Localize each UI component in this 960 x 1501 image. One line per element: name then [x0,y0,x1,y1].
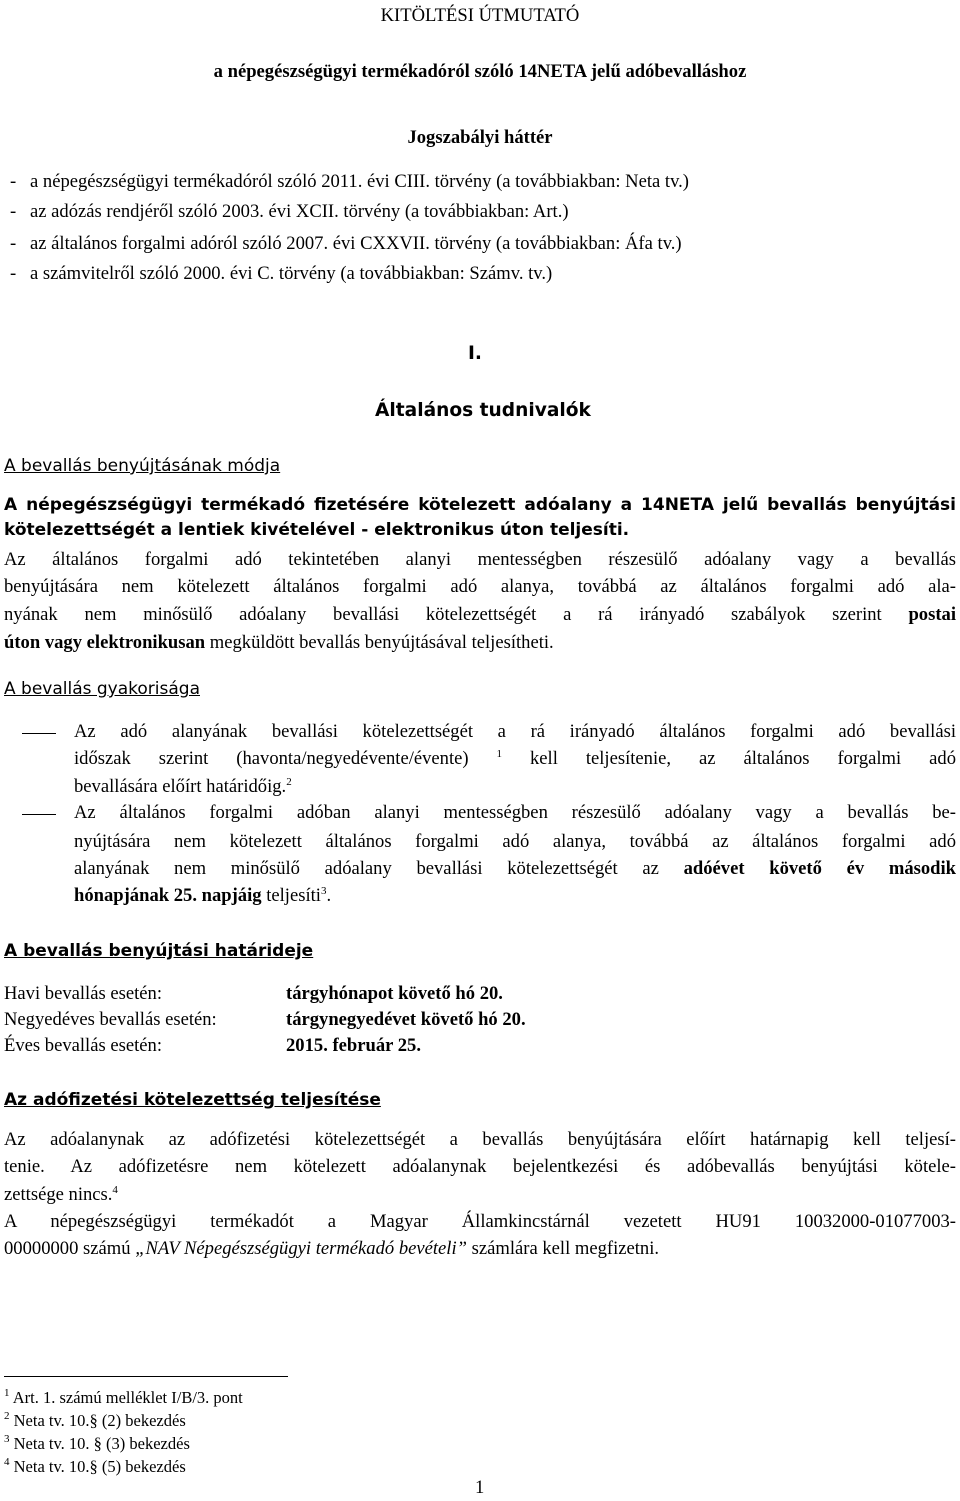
payment-line: A népegészségügyi termékadót a Magyar Államkincstárnál vezetett HU91 10032000-01077003- [4,1211,956,1232]
payment-line: 00000000 számú „NAV Népegészségügyi termékadó bevételi” számlára kell megfizetni. [4,1238,660,1259]
submission-method-paragraph-line: Az általános forgalmi adó tekintetében alanyi mentességben részesülő adóalany vagy a bevallás [4,549,956,570]
footnote: $^2$ Neta tv. 10.§ (2) bekezdés [4,1410,186,1430]
legal-item: - az adózás rendjéről szóló 2003. évi XCII. törvény (a továbbiakban: Art.) [10,201,569,222]
payment-line: zettsége nincs.$^4$ [4,1184,118,1205]
footnote-ref: 4 [112,1184,118,1196]
frequency-item-line: Az adó alanyának bevallási kötelezettségét a rá irányadó általános forgalmi adó bevallási [74,721,956,742]
payment-line: Az adóalanynak az adófizetési kötelezettségét a bevallás benyújtására előírt határnapig kell teljesí- [4,1129,956,1150]
page-number: 1 [475,1477,485,1498]
legal-background-heading: Jogszabályi háttér [407,127,553,148]
submission-method-paragraph-line: nyának nem minősülő adóalany bevallási kötelezettségét a rá irányadó szabályok szerint postai [4,604,956,625]
footnote-ref: 1 [496,748,503,760]
frequency-heading: A bevallás gyakorisága [4,679,200,699]
footnote-ref: 3 [320,885,327,897]
frequency-item-line: alanyának nem minősülő adóalany bevallási kötelezettségét az adóévet követő év második [74,858,956,879]
dash-bullet-icon [22,814,56,815]
deadline-value: 2015. február 25. [286,1035,421,1056]
payment-heading: Az adófizetési kötelezettség teljesítése [4,1090,381,1110]
footnote: $^3$ Neta tv. 10. § (3) bekezdés [4,1433,190,1453]
deadline-value: tárgyhónapot követő hó 20. [286,983,503,1004]
footnote: $^4$ Neta tv. 10.§ (5) bekezdés [4,1456,186,1476]
deadline-heading: A bevallás benyújtási határideje [4,941,314,961]
deadline-label: Negyedéves bevallás esetén: [4,1009,217,1030]
legal-item: - az általános forgalmi adóról szóló 2007. évi CXXVII. törvény (a továbbiakban: Áfa tv.) [10,233,682,254]
frequency-item-line: hónapjának 25. napjáig teljesíti$^3$. [74,885,332,906]
account-name: „NAV Népegészségügyi termékadó bevételi” [135,1238,467,1259]
frequency-item-line: Az általános forgalmi adóban alanyi mentességben részesülő adóalany vagy a bevallás be- [74,802,956,823]
frequency-item-line: nyújtására nem kötelezett általános forgalmi adó alanya, továbbá az általános forgalmi adó [74,831,956,852]
frequency-item-line: időszak szerint (havonta/negyedévente/évente) $^1$ kell teljesítenie, az általános forgalmi adó [74,748,956,769]
chapter-title: Általános tudnivalók [375,400,591,421]
footnote-separator [4,1376,288,1377]
footnote-ref: 2 [286,776,292,788]
dash-bullet-icon [22,733,56,734]
frequency-item-line: bevallására előírt határidőig.$^2$ [74,776,292,797]
chapter-number: I. [468,343,482,364]
deadline-value: tárgynegyedévet követő hó 20. [286,1009,526,1030]
deadline-label: Havi bevallás esetén: [4,983,162,1004]
submission-method-paragraph-line: úton vagy elektronikusan megküldött bevallás benyújtásával teljesítheti. [4,632,554,653]
footnote: $^1$ Art. 1. számú melléklet I/B/3. pont [4,1387,243,1407]
legal-item: - a népegészségügyi termékadóról szóló 2011. évi CIII. törvény (a továbbiakban: Neta tv.) [10,171,689,192]
deadline-label: Éves bevallás esetén: [4,1035,162,1056]
submission-method-heading: A bevallás benyújtásának módja [4,456,281,476]
document-subtitle: a népegészségügyi termékadóról szóló 14NETA jelű adóbevalláshoz [213,61,747,82]
payment-line: tenie. Az adófizetésre nem kötelezett adóalanynak bejelentkezési és adóbevallás benyújtási kötele- [4,1156,956,1177]
submission-method-paragraph-line: benyújtására nem kötelezett általános forgalmi adó alanya, továbbá az általános forgalmi adó ala- [4,576,956,597]
submission-method-bold-paragraph: A népegészségügyi termékadó fizetésére kötelezett adóalany a 14NETA jelű bevallás benyújtási kötelezettségét a lentiek kivételével - elektronikus úton teljesíti. [4,495,956,540]
legal-item: - a számvitelről szóló 2000. évi C. törvény (a továbbiakban: Számv. tv.) [10,263,553,284]
document-title: KITÖLTÉSI ÚTMUTATÓ [380,5,580,26]
